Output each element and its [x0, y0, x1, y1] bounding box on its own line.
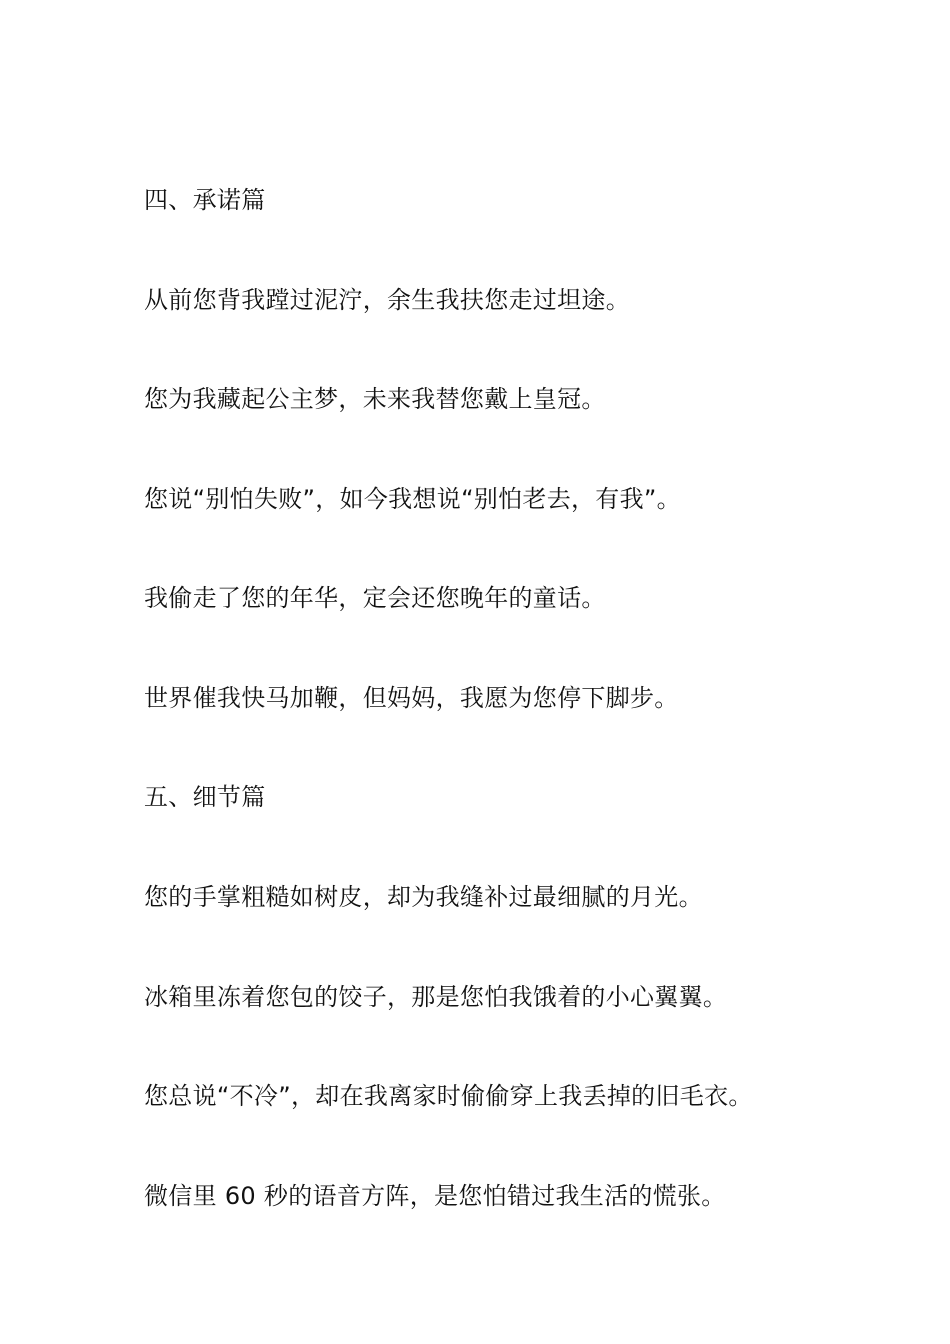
section-heading-details: 五、细节篇	[144, 783, 266, 811]
paragraph: 微信里 60 秒的语音方阵，是您怕错过我生活的慌张。	[144, 1182, 726, 1210]
paragraph: 从前您背我蹚过泥泞，余生我扶您走过坦途。	[144, 286, 630, 314]
paragraph: 世界催我快马加鞭，但妈妈，我愿为您停下脚步。	[144, 684, 679, 712]
paragraph: 您的手掌粗糙如树皮，却为我缝补过最细腻的月光。	[144, 883, 703, 911]
paragraph: 您为我藏起公主梦，未来我替您戴上皇冠。	[144, 385, 606, 413]
paragraph: 您总说“不冷”，却在我离家时偷偷穿上我丢掉的旧毛衣。	[144, 1082, 753, 1110]
paragraph: 冰箱里冻着您包的饺子，那是您怕我饿着的小心翼翼。	[144, 983, 728, 1011]
paragraph: 我偷走了您的年华，定会还您晚年的童话。	[144, 584, 606, 612]
section-heading-promise: 四、承诺篇	[144, 186, 266, 214]
paragraph: 您说“别怕失败”，如今我想说“别怕老去，有我”。	[144, 485, 681, 513]
